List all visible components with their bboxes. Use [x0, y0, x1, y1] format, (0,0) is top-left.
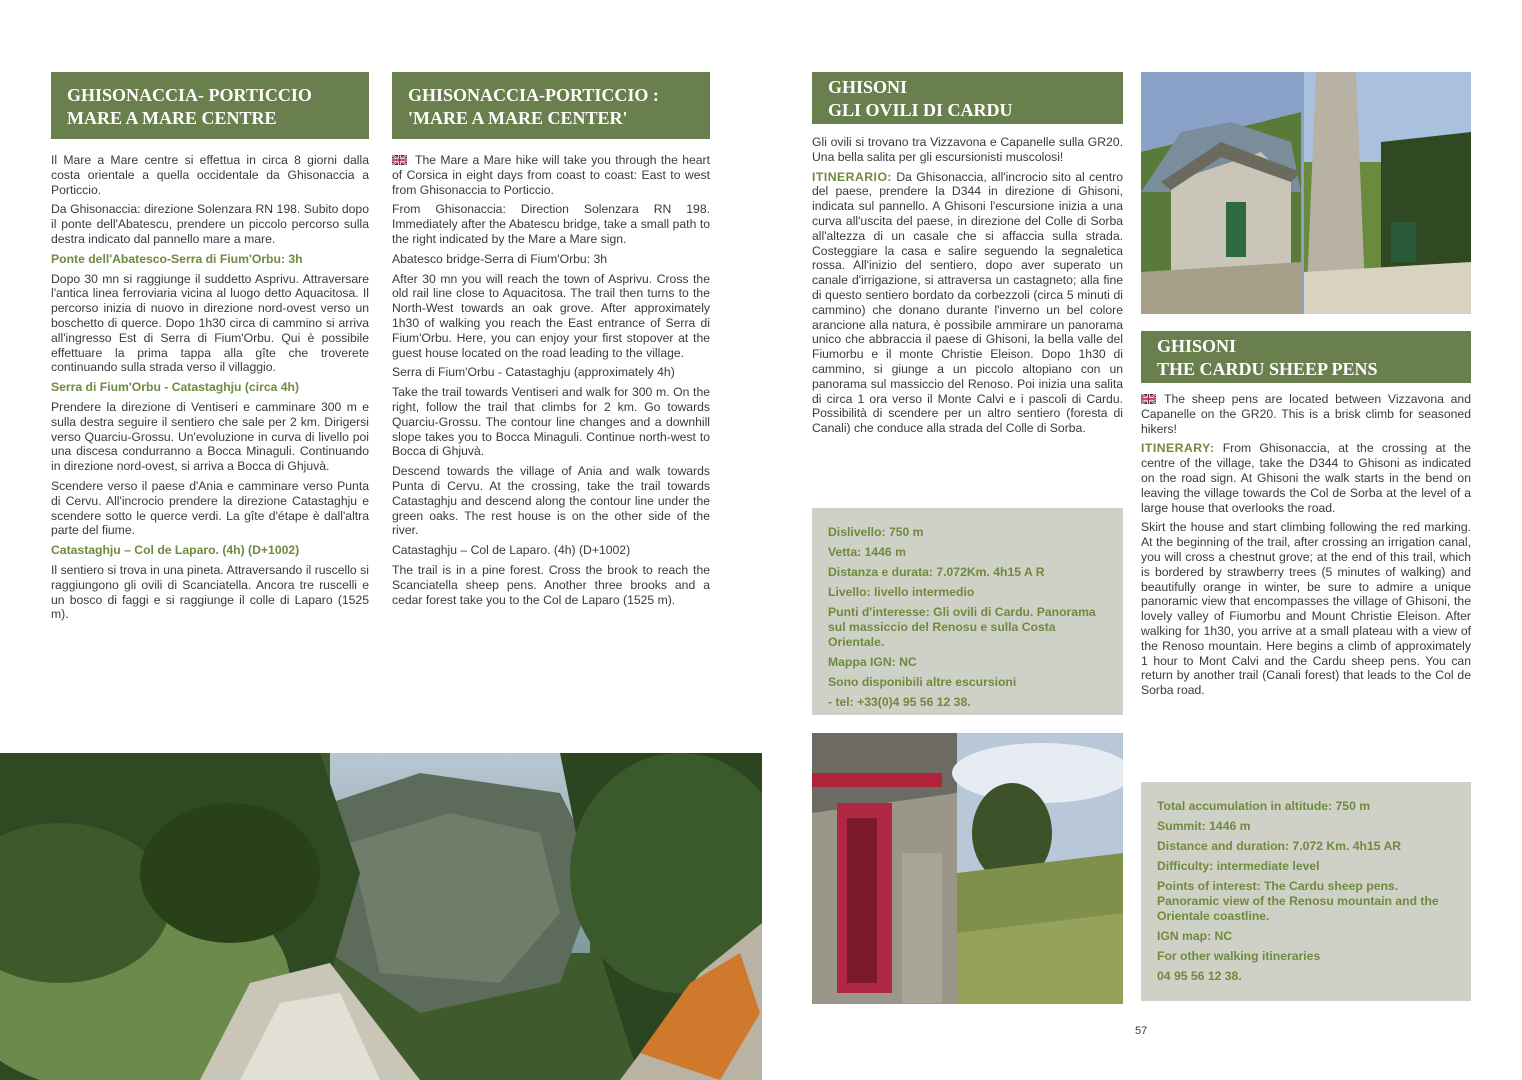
paragraph: After 30 mn you will reach the town of Asprivu. Cross the old rail line close to Aquacitosa. The trail then turns to the North-West towards an oak grove. After approximately 1h30 of walking you reach the East entrance of Serra di Fium'Orbu. Here, you can enjoy your first stopover at the guest house located on the road leading to the village. [392, 271, 710, 360]
info-line: Sono disponibili altre escursioni [828, 675, 1017, 689]
sheep-pen-door-image [812, 733, 1123, 1004]
paragraph: The sheep pens are located between Vizzavona and Capanelle on the GR20. This is a brisk climb for seasoned hikers! [1141, 392, 1471, 436]
page-number: 57 [1135, 1025, 1148, 1037]
header-line: THE CARDU SHEEP PENS [1157, 359, 1378, 379]
paragraph: Skirt the house and start climbing following the red marking. At the beginning of the trail, after crossing an irrigation canal, you will cross a chestnut grove; at the end of this trail, which is bordered by strawberry trees (5 minutes of walking) and beautifully orange in winter, be sure to admire a unique panoramic view that encompasses the village of Ghisoni, the lovely valley of Fiumorbu and Mount Christie Eleison. After walking for 1h30, you arrive at a small plateau with a view of the Renoso mountain. Here begins a climb of approximately 1 hour to Mont Calvi and the Cardu sheep pens. You can return by another trail (Canali forest) that leads to the Col de Sorba road. [1141, 520, 1471, 698]
text-column-mare-a-mare-it [51, 153, 369, 627]
section-header-ghisoni-it [812, 72, 1123, 124]
header-line: GLI OVILI DI CARDU [828, 100, 1013, 120]
itinerary-label: ITINERARIO: [812, 169, 892, 184]
paragraph: Prendere la direzione di Ventiseri e camminare 300 m e sulla destra seguire il sentiero che sale per 2 km. Dirigersi verso Quarciu-Grossu. Un'evoluzione in curva di livello poi una discesa condurranno a Bocca Minaguli. Continuando in direzione nord-ovest, si arriva a Bocca di Ghjuvà. [51, 399, 369, 474]
info-line: Summit: 1446 m [1157, 819, 1251, 833]
paragraph: Dopo 30 mn si raggiunge il suddetto Asprivu. Attraversare l'antica linea ferroviaria vicina al luogo detto Aquacitosa. Il percorso inizia di nuovo in direzione nord-ovest verso un boschetto di querce. Dopo 1h30 circa di cammino si arriva all'ingresso Est di Serra di Fium'Orbu. Qui è possibile effettuare la prima tappa alla gîte che troverete continuando sulla strada verso il villaggio. [51, 271, 369, 375]
text-column-ghisoni-it [812, 135, 1123, 441]
info-box-ghisoni-en [1141, 782, 1471, 1001]
paragraph: Il Mare a Mare centre si effettua in circa 8 giorni dalla costa orientale a quella occidentale da Ghisonaccia a Porticcio. [51, 153, 369, 197]
uk-flag-icon [392, 155, 407, 165]
info-line: IGN map: NC [1157, 929, 1233, 943]
photo-forest-trail [0, 753, 762, 1080]
paragraph: From Ghisonaccia: Direction Solenzara RN 198. Immediately after the Abatescu bridge, take a small path to the right indicated by the Mare a Mare sign. [392, 202, 710, 246]
header-line: GHISONI [1157, 336, 1237, 356]
paragraph: ITINERARIO: Da Ghisonaccia, all'incrocio sito al centro del paese, prendere la D344 in direzione di Ghisoni, indicata sul pannello. A Ghisoni l'escursione inizia a una curva all'uscita del paese, in direzione del Colle di Sorba all'altezza di un casale che si affaccia sulla strada. Costeggiare la casa e salire seguendo la segnaletica rossa. All'inizio del sentiero, dopo aver superato un canale d'irrigazione, si attraversa un castagneto; alla fine di questo sentiero bordato da corbezzoli (circa 5 minuti di cammino) che donano durante l'inverno un bel colore arancione alla natura, è possibile ammirare un panorama unico che abbraccia il paese di Ghisoni, la bella valle del Fiumorbu e il monte Christie Eleison. Dopo 1h30 di cammino, si giunge a un piccolo altopiano con un panorama sul massiccio del Renoso. Poi inizia una salita di circa 1 ora verso il Monte Calvi e i pascoli di Cardu. Possibilità di scendere per un altro sentiero (foresta di Canali) che conduce alla strada del Colle di Sorba. [812, 169, 1123, 436]
section-header-mare-a-mare-en [392, 72, 710, 139]
header-line: 'MARE A MARE CENTER' [408, 108, 628, 128]
section-header-mare-a-mare-it [51, 72, 369, 139]
subheading: Ponte dell'Abatesco-Serra di Fium'Orbu: 3h [51, 251, 303, 266]
paragraph: Gli ovili si trovano tra Vizzavona e Capanelle sulla GR20. Una bella salita per gli escursionisti muscolosi! [812, 135, 1123, 164]
photo-stone-hut [1141, 72, 1471, 314]
header-line: GHISONACCIA-PORTICCIO : [408, 85, 659, 105]
photo-sheep-pen-door [812, 733, 1123, 1004]
header-line: MARE A MARE CENTRE [67, 108, 277, 128]
info-line: - tel: +33(0)4 95 56 12 38. [828, 695, 971, 709]
info-line: Difficulty: intermediate level [1157, 859, 1320, 873]
info-line: Mappa IGN: NC [828, 655, 917, 669]
paragraph: The trail is in a pine forest. Cross the brook to reach the Scanciatella sheep pens. Another three brooks and a cedar forest take you to the Col de Laparo (1525 m). [392, 562, 710, 607]
text-column-mare-a-mare-en [392, 153, 710, 612]
forest-trail-image [0, 753, 762, 1080]
info-line: Punti d'interesse: Gli ovili di Cardu. Panorama sul massiccio del Renosu e sulla Costa Orientale. [828, 605, 1096, 649]
uk-flag-icon [1141, 394, 1156, 404]
info-line: Livello: livello intermedio [828, 585, 975, 599]
subheading: Abatesco bridge-Serra di Fium'Orbu: 3h [392, 251, 608, 266]
paragraph: ITINERARY: From Ghisonaccia, at the crossing at the centre of the village, take the D344 to Ghisoni as indicated on the road sign. At Ghisoni the walk starts in the bend on leaving the village towards the Col de Sorba at the level of a large house that overlooks the road. [1141, 441, 1471, 515]
itinerary-label: ITINERARY: [1141, 441, 1215, 456]
paragraph: Il sentiero si trova in una pineta. Attraversando il ruscello si raggiungono gli ovili di Scanciatella. Ancora tre ruscelli e un bosco di faggi e si raggiunge il colle di Laparo (1525 m). [51, 562, 369, 622]
info-line: Points of interest: The Cardu sheep pens. Panoramic view of the Renosu mountain and the Orientale coastline. [1157, 879, 1439, 923]
paragraph: Take the trail towards Ventiseri and walk for 300 m. On the right, follow the trail that climbs for 2 km. Go towards Quarciu-Grossu. The contour line changes and a downhill slope takes you to Bocca Minaguli. Continue north-west to Bocca di Ghjuvà. [392, 385, 710, 459]
header-line: GHISONI [828, 77, 908, 97]
stone-hut-image [1141, 72, 1471, 314]
paragraph: Scendere verso il paese d'Ania e camminare verso Punta di Cervu. All'incrocio prendere la direzione Catastaghju e scendere sotto le querce verdi. La gîte d'étape è dall'altra parte del fiume. [51, 478, 369, 538]
paragraph: Descend towards the village of Ania and walk towards Punta di Cervu. At the crossing, take the trail towards Catastaghju and descend along the contour line under the green oaks. The rest house is on the other side of the river. [392, 464, 710, 538]
subheading: Catastaghju – Col de Laparo. (4h) (D+1002) [392, 543, 631, 558]
text-column-ghisoni-en [1141, 392, 1471, 703]
paragraph: The Mare a Mare hike will take you through the heart of Corsica in eight days from coast to coast: East to west from Ghisonaccia to Porticcio. [392, 153, 710, 197]
info-box-ghisoni-it [812, 508, 1123, 715]
info-line: Distanza e durata: 7.072Km. 4h15 A R [828, 565, 1045, 579]
info-line: Vetta: 1446 m [828, 545, 906, 559]
info-line: 04 95 56 12 38. [1157, 969, 1242, 983]
subheading: Catastaghju – Col de Laparo. (4h) (D+1002) [51, 543, 300, 558]
subheading: Serra di Fium'Orbu - Catastaghju (circa 4h) [51, 380, 300, 395]
info-line: Dislivello: 750 m [828, 525, 924, 539]
section-header-ghisoni-en [1141, 331, 1471, 383]
subheading: Serra di Fium'Orbu - Catastaghju (approximately 4h) [392, 365, 675, 380]
info-line: Distance and duration: 7.072 Km. 4h15 AR [1157, 839, 1402, 853]
info-line: For other walking itineraries [1157, 949, 1321, 963]
paragraph: Da Ghisonaccia: direzione Solenzara RN 198. Subito dopo il ponte dell'Abatescu, prendere un piccolo percorso sulla destra indicato dal pannello mare a mare. [51, 202, 369, 246]
info-line: Total accumulation in altitude: 750 m [1157, 799, 1371, 813]
header-line: GHISONACCIA- PORTICCIO [67, 85, 312, 105]
